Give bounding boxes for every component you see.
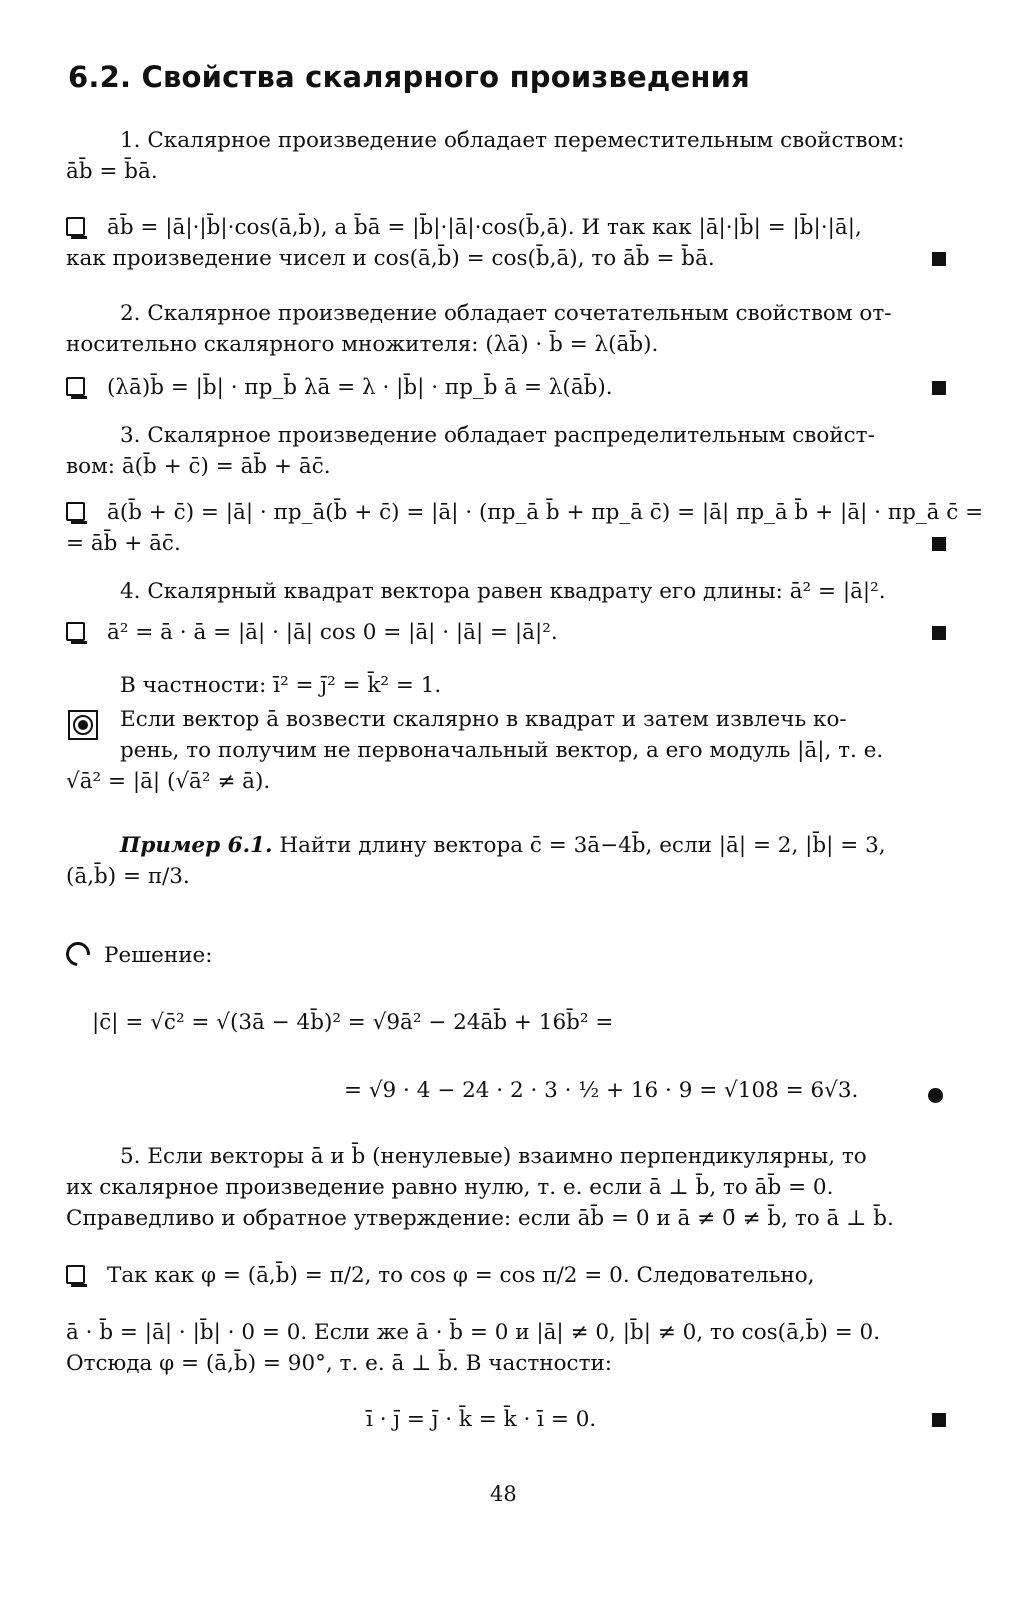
property-5-line-3: Справедливо и обратное утверждение: если āb̄ = 0 и ā ≠ 0̄ ≠ b̄, то ā ⊥ b̄. (66, 1206, 894, 1231)
solution-header-line (66, 940, 946, 971)
square-checkbox-icon (66, 502, 85, 521)
property-3-line-2: вом: ā(b̄ + c̄) = āb̄ + āc̄. (66, 454, 331, 479)
proof-5-line-3: Отсюда φ = (ā,b̄) = 90°, т. е. ā ⊥ b̄. В частности: (66, 1351, 613, 1376)
property-2-line-2: носительно скалярного множителя: (λā) · b̄ = λ(āb̄). (66, 332, 659, 357)
circle-arrow-icon (61, 937, 95, 971)
proof-1-text-1: āb̄ = |ā|·|b̄|·cos(ā,b̄), а b̄ā = |b̄|·|ā|·cos(b̄,ā). И так как |ā|·|b̄| = |b̄|·|ā|, (107, 215, 862, 240)
proof-3-line-2 (66, 528, 946, 559)
proof-4 (66, 617, 946, 648)
section-title: 6.2. Свойства скалярного произведения (68, 60, 750, 94)
square-checkbox-icon (66, 377, 85, 396)
proof-1-line-2 (66, 243, 946, 274)
example-line-1 (66, 830, 946, 861)
note (66, 704, 946, 797)
proof-4-line-1 (66, 617, 946, 648)
square-checkbox-icon (66, 217, 85, 236)
property-1-line-2: āb̄ = b̄ā. (66, 159, 158, 184)
proof-2 (66, 372, 946, 403)
square-checkbox-icon (66, 1265, 85, 1284)
filled-square-icon (932, 252, 946, 266)
page-number: 48 (490, 1482, 517, 1506)
particular-case-1-text: В частности: ī² = j̄² = k̄² = 1. (120, 673, 442, 698)
square-checkbox-icon (66, 622, 85, 641)
property-1-line-1: 1. Скалярное произведение обладает переместительным свойством: (120, 128, 905, 153)
property-5 (66, 1141, 946, 1234)
example-line-2: (ā,b̄) = π/3. (66, 864, 190, 889)
proof-4-text-1: ā² = ā · ā = |ā| · |ā| cos 0 = |ā| · |ā| = |ā|². (107, 620, 558, 645)
example-6-1 (66, 830, 946, 892)
solution-header (66, 940, 946, 971)
proof-2-line-1 (66, 372, 946, 403)
note-line-3: √ā² = |ā| (√ā² ≠ ā). (66, 769, 271, 794)
proof-3-line-1 (66, 497, 984, 528)
example-label: Пример 6.1. (120, 833, 273, 858)
proof-3-text-2: = āb̄ + āc̄. (66, 531, 181, 556)
proof-2-text-1: (λā)b̄ = |b̄| · пр_b̄ λā = λ · |b̄| · пр_b̄ ā = λ(āb̄). (107, 375, 613, 400)
note-line-1: Если вектор ā возвести скалярно в квадрат и затем извлечь ко- (120, 707, 847, 732)
property-4 (66, 576, 946, 607)
solution-formula-2: = √9 · 4 − 24 · 2 · 3 · ½ + 16 · 9 = √108 = 6√3. (344, 1078, 859, 1103)
proof-5-line-1 (66, 1260, 946, 1291)
proof-5 (66, 1260, 946, 1291)
property-5-line-2: их скалярное произведение равно нулю, т. е. если ā ⊥ b̄, то āb̄ = 0. (66, 1175, 834, 1200)
property-2 (66, 298, 946, 360)
proof-3 (66, 497, 984, 559)
particular-case-1 (66, 670, 946, 701)
proof-1-text-2: как произведение чисел и cos(ā,b̄) = cos(b̄,ā), то āb̄ = b̄ā. (66, 246, 715, 271)
proof-1-line-1 (66, 212, 946, 243)
filled-square-icon (932, 537, 946, 551)
proof-5-cont (66, 1317, 946, 1379)
filled-circle-icon (928, 1088, 943, 1103)
solution-label: Решение: (104, 943, 213, 968)
proof-1 (66, 212, 946, 274)
proof-5-line-4 (66, 1404, 946, 1435)
proof-5-final (66, 1404, 946, 1435)
property-5-line-1: 5. Если векторы ā и b̄ (ненулевые) взаимно перпендикулярны, то (120, 1144, 867, 1169)
property-4-line-1: 4. Скалярный квадрат вектора равен квадрату его длины: ā² = |ā|². (120, 579, 886, 604)
property-3 (66, 420, 946, 482)
proof-3-text-1: ā(b̄ + c̄) = |ā| · пр_ā(b̄ + c̄) = |ā| · (пр_ā b̄ + пр_ā c̄) = |ā| пр_ā b̄ + |ā| · пр_ā c̄ = (107, 500, 984, 525)
filled-square-icon (932, 626, 946, 640)
example-text-1: Найти длину вектора c̄ = 3ā−4b̄, если |ā| = 2, |b̄| = 3, (272, 833, 886, 858)
property-2-line-1: 2. Скалярное произведение обладает сочетательным свойством от- (120, 301, 892, 326)
filled-square-icon (932, 381, 946, 395)
proof-5-text-4: ī · j̄ = j̄ · k̄ = k̄ · ī = 0. (366, 1407, 597, 1432)
solution-formula-1: |c̄| = √c̄² = √(3ā − 4b̄)² = √9ā² − 24āb̄ + 16b̄² = (92, 1010, 614, 1035)
property-1 (66, 125, 946, 187)
property-3-line-1: 3. Скалярное произведение обладает распределительным свойст- (120, 423, 875, 448)
note-line-2: рень, то получим не первоначальный вектор, а его модуль |ā|, т. е. (120, 738, 884, 763)
proof-5-line-2: ā · b̄ = |ā| · |b̄| · 0 = 0. Если же ā · b̄ = 0 и |ā| ≠ 0, |b̄| ≠ 0, то cos(ā,b̄) = 0. (66, 1320, 881, 1345)
proof-5-text-1: Так как φ = (ā,b̄) = π/2, то cos φ = cos π/2 = 0. Следовательно, (107, 1263, 815, 1288)
filled-square-icon (932, 1413, 946, 1427)
